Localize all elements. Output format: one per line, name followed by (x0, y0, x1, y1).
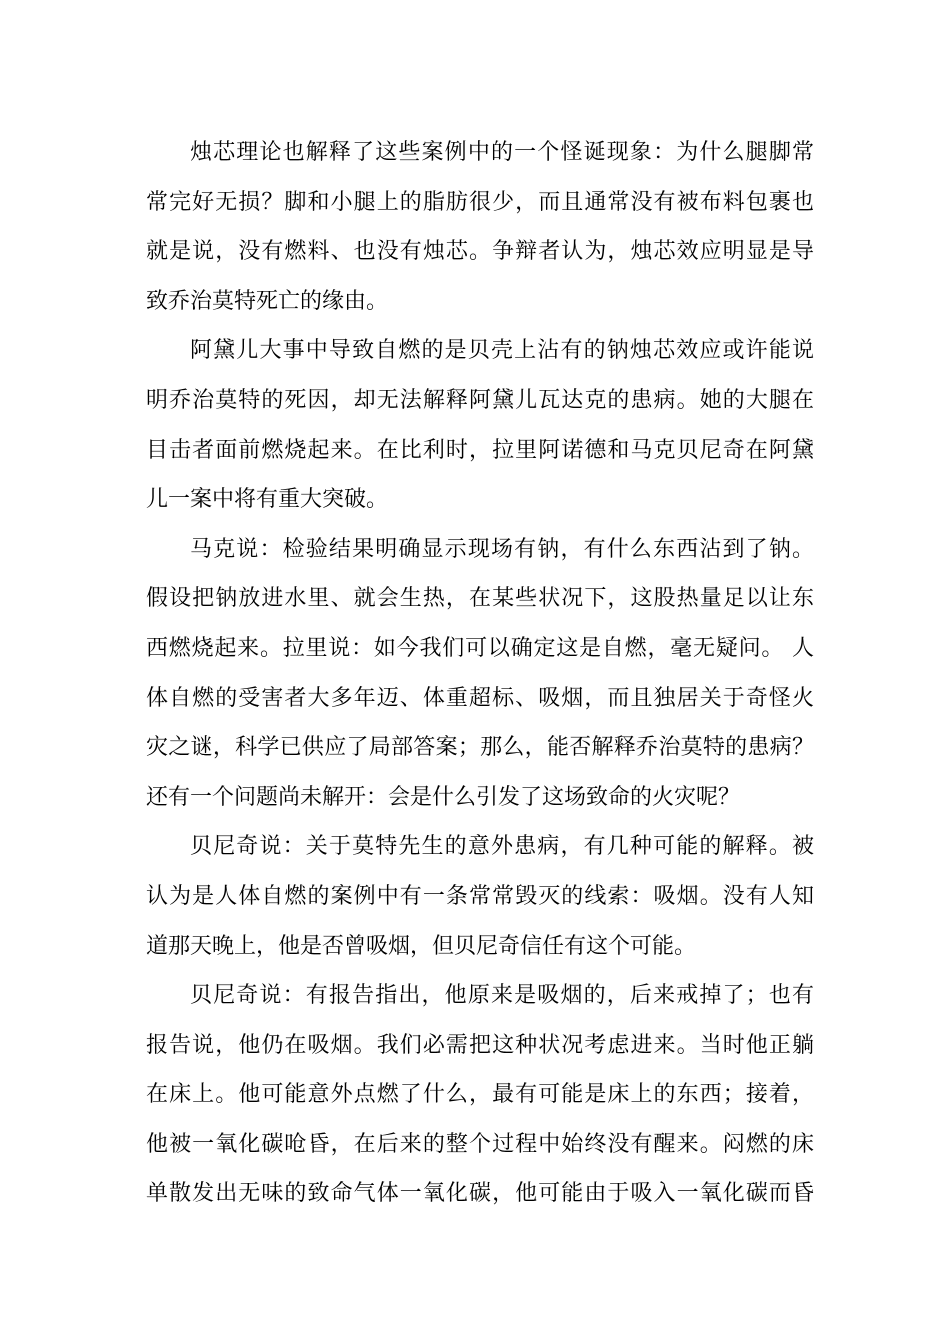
text-line: 贝尼奇说：有报告指出，他原来是吸烟的，后来戒掉了；也有 (190, 983, 814, 1009)
text-line: 常完好无损？脚和小腿上的脂肪很少，而且通常没有被布料包裹也 (146, 189, 814, 215)
text-line: 儿一案中将有重大突破。 (146, 487, 389, 513)
text-line: 认为是人体自燃的案例中有一条常常毁灭的线索：吸烟。没有人知 (146, 883, 814, 909)
text-line: 单散发出无味的致命气体一氧化碳，他可能由于吸入一氧化碳而昏 (146, 1181, 814, 1207)
text-line: 马克说：检验结果明确显示现场有钠，有什么东西沾到了钠。 (190, 536, 814, 562)
paragraph-2 (146, 326, 814, 524)
text-line: 致乔治莫特死亡的缘由。 (146, 288, 389, 314)
text-line: 西燃烧起来。拉里说：如今我们可以确定这是自燃，毫无疑问。 人 (146, 635, 814, 661)
text-line: 贝尼奇说：关于莫特先生的意外患病，有几种可能的解释。被 (190, 834, 814, 860)
text-line: 明乔治莫特的死因，却无法解释阿黛儿瓦达克的患病。她的大腿在 (146, 387, 814, 413)
paragraph-4 (146, 822, 814, 971)
text-line: 就是说，没有燃料、也没有烛芯。争辩者认为，烛芯效应明显是导 (146, 239, 814, 265)
paragraph-1 (146, 128, 814, 326)
document-body (146, 128, 814, 1219)
paragraph-3 (146, 525, 814, 823)
text-line: 目击者面前燃烧起来。在比利时，拉里阿诺德和马克贝尼奇在阿黛 (146, 437, 814, 463)
text-line: 阿黛儿大事中导致自燃的是贝壳上沾有的钠烛芯效应或许能说 (190, 338, 814, 364)
text-line: 在床上。他可能意外点燃了什么，最有可能是床上的东西；接着， (146, 1082, 814, 1108)
text-line: 体自燃的受害者大多年迈、体重超标、吸烟，而且独居关于奇怪火 (146, 685, 814, 711)
text-line: 还有一个问题尚未解开：会是什么引发了这场致命的火灾呢？ (146, 784, 741, 810)
text-line: 烛芯理论也解释了这些案例中的一个怪诞现象：为什么腿脚常 (190, 140, 814, 165)
paragraph-5 (146, 971, 814, 1219)
text-line: 假设把钠放进水里、就会生热，在某些状况下，这股热量足以让东 (146, 586, 814, 612)
text-line: 道那天晚上，他是否曾吸烟，但贝尼奇信任有这个可能。 (146, 933, 697, 959)
text-line: 他被一氧化碳呛昏，在后来的整个过程中始终没有醒来。闷燃的床 (146, 1131, 814, 1157)
text-line: 灾之谜，科学已供应了局部答案；那么，能否解释乔治莫特的患病？ (146, 735, 814, 761)
text-line: 报告说，他仍在吸烟。我们必需把这种状况考虑进来。当时他正躺 (146, 1032, 814, 1058)
